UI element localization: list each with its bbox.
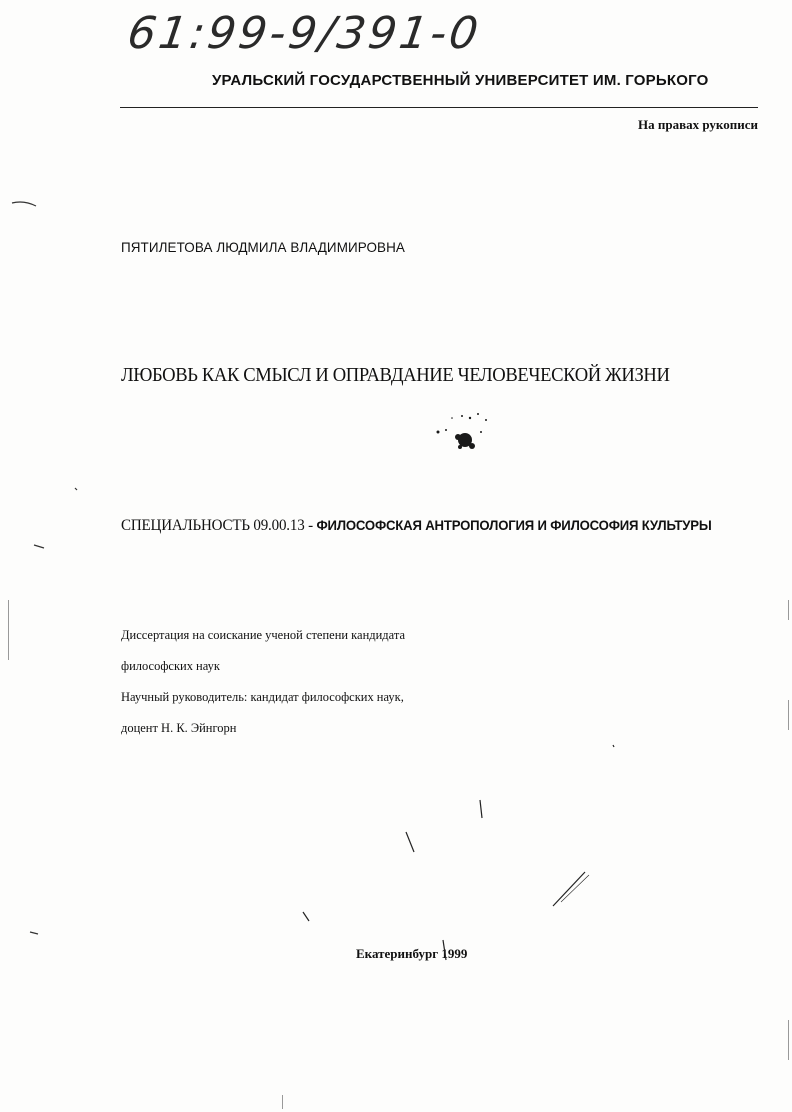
city-year: Екатеринбург 1999 xyxy=(356,946,468,961)
edge-artifacts xyxy=(8,600,789,1109)
specialty-name: ФИЛОСОФСКАЯ АНТРОПОЛОГИЯ И ФИЛОСОФИЯ КУЛЬТУРЫ xyxy=(316,517,712,533)
margin-marks xyxy=(12,202,77,934)
author-name: ПЯТИЛЕТОВА ЛЮДМИЛА ВЛАДИМИРОВНА xyxy=(121,239,405,255)
handwritten-catalog-number: 61:99-9/391-0 xyxy=(124,8,484,59)
dissertation-title: ЛЮБОВЬ КАК СМЫСЛ И ОПРАВДАНИЕ ЧЕЛОВЕЧЕСКОЙ ЖИЗНИ xyxy=(121,364,670,386)
degree-line-2: философских наук xyxy=(121,658,220,673)
supervisor-line-2: доцент Н. К. Эйнгорн xyxy=(121,720,237,735)
university-name: УРАЛЬСКИЙ ГОСУДАРСТВЕННЫЙ УНИВЕРСИТЕТ ИМ. ГОРЬКОГО xyxy=(212,72,709,89)
supervisor-line-1: Научный руководитель: кандидат философских наук, xyxy=(121,689,404,704)
stray-strokes xyxy=(303,745,614,960)
ink-blot xyxy=(437,413,488,449)
manuscript-note: На правах рукописи xyxy=(638,117,758,132)
specialty-code: СПЕЦИАЛЬНОСТЬ 09.00.13 - xyxy=(121,517,317,534)
degree-line-1: Диссертация на соискание ученой степени кандидата xyxy=(121,627,406,642)
